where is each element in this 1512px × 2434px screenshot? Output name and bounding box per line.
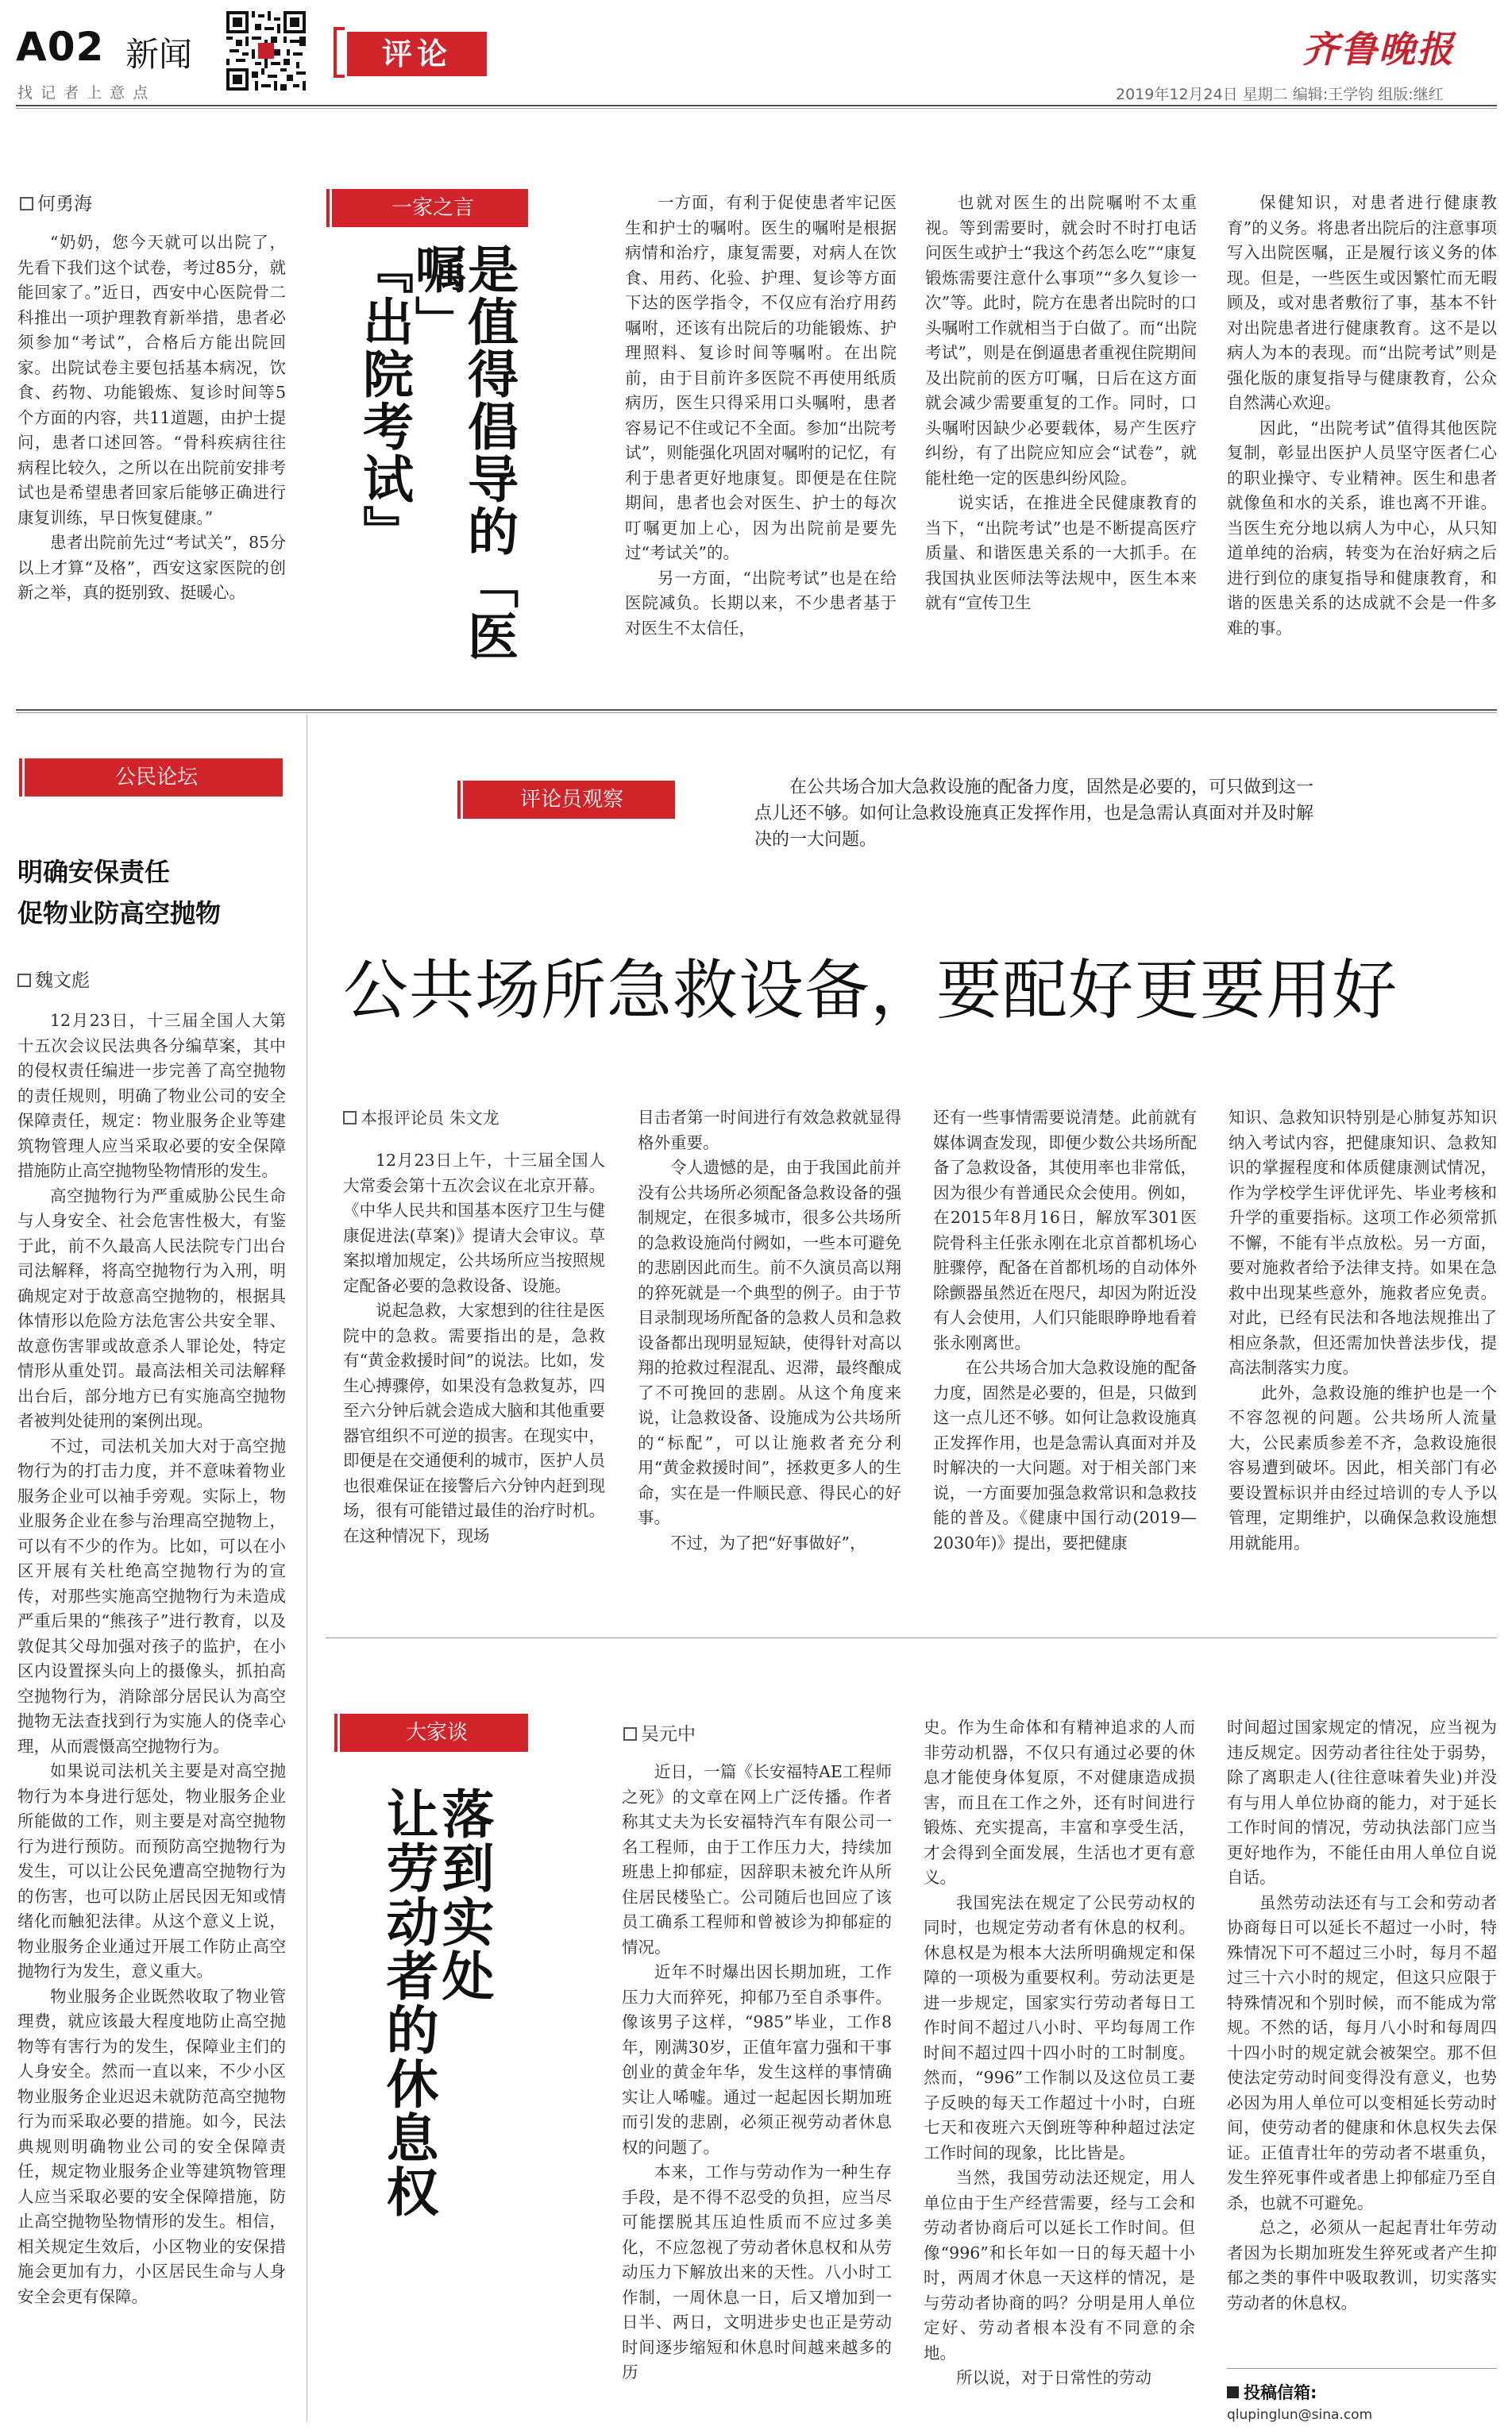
header-divider xyxy=(16,105,1497,106)
column-tag: 评论 xyxy=(347,32,487,76)
contribute-email[interactable]: qlupinglun@sina.com xyxy=(1227,2407,1373,2423)
article4-byline: 吴元中 xyxy=(623,1719,696,1745)
article3-title: 公共场所急救设备，要配好更要用好 xyxy=(343,953,1398,1028)
article3-bottom-divider xyxy=(326,1637,1497,1638)
column-tag-bracket xyxy=(334,27,345,78)
article1-title: 是值得倡导的「医嘱」 『出院考试』 xyxy=(354,243,518,662)
qr-code[interactable] xyxy=(226,11,306,91)
article3-kicker: 评论员观察 xyxy=(469,781,675,819)
page-code: A02 xyxy=(16,24,105,70)
article1-col1: “奶奶，您今天就可以出院了，先看下我们这个试卷，考过85分，就能回家了。”近日，西安中心医院骨二科推出一项护理教育新举措，患者必须参加“考试”，合格后方能出院回家。出院试卷主要包括基本病况，饮食、药物、功能锻炼、复诊时间等5个方面的内容，共11道题，由护士提问，患者口述回答。“骨科疾病往往病程比较久，之所以在出院前安排考试也是希望患者回家后能够正确进行康复训练，早日恢复健康。” 患者出院前先过“考试关”，85分以上才算“及格”，西安这家医院的创新之举，真的挺别致、挺暖心。 xyxy=(17,233,286,602)
article2-kicker: 公民论坛 xyxy=(30,758,283,797)
article1-col3: 也就对医生的出院嘱咐不太重视。等到需要时，就会时不时打电话问医生或护士“我这个药怎么吃”“康复锻炼需要注意什么事项”“多久复诊一次”等。此时，院方在患者出院时的口头嘱咐工作就相当于白做了。而“出院考试”，则是在倒逼患者重视住院期间及出院前的医方叮嘱，日后在这方面就会减少需要重复的工作。同时，口头嘱咐因缺少必要载体，易产生医疗纠纷，有了出院应知应会“试卷”，就能杜绝一定的医患纠纷风险。 说实话，在推进全民健康教育的当下，“出院考试”也是不断提高医疗质量、和谐医患关系的一大抓手。在我国执业医师法等法规中，医生本来就有“宣传卫生 xyxy=(925,193,1197,612)
contribute-label: 投稿信箱: xyxy=(1244,2383,1317,2402)
header-sub-text: 找 记 者 上 意 点 xyxy=(17,84,150,102)
article1-bottom-divider xyxy=(16,709,1497,711)
article3-col2: 目击者第一时间进行有效急救就显得格外重要。 令人遗憾的是，由于我国此前并没有公共场所必须配备急救设备的强制规定，在很多城市，很多公共场所的急救设施尚付阙如，一些本可避免的悲剧因此而生。前不久演员高以翔的猝死就是一个典型的例子。由于节目录制现场所配备的急救人员和急救设备都出现明显短缺，使得针对高以翔的抢救过程混乱、迟滞，最终酿成了不可挽回的悲剧。从这个角度来说，让急救设备、设施成为公共场所的“标配”，可以让施救者充分利用“黄金救援时间”，拯救更多人的生命，实在是一件顺民意、得民心的好事。 不过，为了把“好事做好”， xyxy=(638,1108,901,1553)
contribute-box xyxy=(1227,2368,1497,2423)
article3-col4: 知识、急救知识特别是心肺复苏知识纳入考试内容，把健康知识、急救知识的掌握程度和体质健康测试情况，作为学校学生评优评先、毕业考核和升学的重要指标。这项工作必须常抓不懈，不能有半点放松。另一方面，要对施救者给予法律支持。如果在急救中出现某些意外，施救者应免责。对此，已经有民法和各地法规推出了相应条款，但还需加快普法步伐，提高法制落实力度。 此外，急救设施的维护也是一个不容忽视的问题。公共场所人流量大，公民素质参差不齐，急救设施很容易遭到破坏。因此，相关部门有必要设置标识并由经过培训的专人予以管理，定期维护，以确保急救设施想用就能用。 xyxy=(1228,1108,1497,1553)
article3-col1: 12月23日上午，十三届全国人大常委会第十五次会议在北京开幕。《中华人民共和国基本医疗卫生与健康促进法(草案)》提请大会审议。草案拟增加规定，公共场所应当按照规定配备必要的急救设备、设施。 说起急救，大家想到的往往是医院中的急救。需要指出的是，急救有“黄金救援时间”的说法。比如，发生心搏骤停，如果没有急救复苏，四至六分钟后就会造成大脑和其他重要器官组织不可逆的损害。在现实中，即便是在交通便利的城市，医护人员也很难保证在接警后六分钟内赶到现场，很有可能错过最佳的治疗时机。在这种情况下，现场 xyxy=(343,1151,605,1545)
article1-col2: 一方面，有利于促使患者牢记医生和护士的嘱咐。医生的嘱咐是根据病情和治疗，康复需要，对病人在饮食、用药、化验、护理、复诊等方面下达的医学指令，不仅应有治疗用药嘱咐，还该有出院后的功能锻炼、护理照料、复诊时间等嘱咐。在出院前，由于目前许多医院不再使用纸质病历，医生只得采用口头嘱咐，患者容易记不住或记不全面。参加“出院考试”，则能强化巩固对嘱咐的记忆，有利于患者更好地康复。即便是在住院期间，患者也会对医生、护士的每次叮嘱更加上心，因为出院前是要先过“考试关”的。 另一方面，“出院考试”也是在给医院减负。长期以来，不少患者基于对医生不太信任， xyxy=(625,193,897,638)
article3-deck: 在公共场合加大急救设施的配备力度，固然是必要的，可只做到这一点儿还不够。如何让急救设施真正发挥作用，也是急需认真面对并及时解决的一大问题。 xyxy=(754,777,1314,850)
contribute-divider xyxy=(1227,2368,1497,2369)
article2-byline: 魏文彪 xyxy=(17,966,90,992)
article2-title: 明确安保责任 促物业防高空抛物 xyxy=(17,857,222,928)
article1-bottom-divider-secondary xyxy=(16,712,1497,713)
article1-byline: 何勇海 xyxy=(20,189,92,215)
article3-col3: 还有一些事情需要说清楚。此前就有媒体调查发现，即便少数公共场所配备了急救设备，其使用率也非常低，因为很少有普通民众会使用。例如，在2015年8月16日，解放军301医院骨科主任张永刚在北京首都机场心脏骤停，配备在首都机场的自动体外除颤器虽然近在咫尺，却因为附近没有人会使用，人们只能眼睁睁地看着张永刚离世。 在公共场合加大急救设施的配备力度，固然是必要的，但是，只做到这一点儿还不够。如何让急救设施真正发挥作用，也是急需认真面对并及时解决的一大问题。对于相关部门来说，一方面要加强急救常识和急救技能的普及。《健康中国行动(2019—2030年)》提出，要把健康 xyxy=(933,1108,1197,1553)
article1-kicker: 一家之言 xyxy=(338,189,528,227)
masthead-logo: 齐鲁晚报 xyxy=(1302,28,1455,71)
section-name: 新闻 xyxy=(125,35,193,74)
article1-col4: 保健知识，对患者进行健康教育”的义务。将患者出院后的注意事项写入出院医嘱，正是履行该义务的体现。但是，一些医生或因繁忙而无暇顾及，或对患者敷衍了事，基本不针对出院患者进行健康教育。这不是以病人为本的表现。而“出院考试”则是强化版的康复指导与健康教育，公众自然满心欢迎。 因此，“出院考试”值得其他医院复制，彰显出医护人员坚守医者仁心的职业操守、专业精神。医生和患者就像鱼和水的关系，谁也离不开谁。当医生充分地以病人为中心，从只知道单纯的治病，转变为在治好病之后进行到位的康复指导和健康教育，和谐的医患关系的达成就不会是一件多难的事。 xyxy=(1227,193,1497,638)
article2-body: 12月23日，十三届全国人大第十五次会议民法典各分编草案，其中的侵权责任编进一步完善了高空抛物的责任规则，明确了物业公司的安全保障责任，规定：物业服务企业等建筑物管理人应当采取必要的安全保障措施防止高空抛物坠物情形的发生。 高空抛物行为严重威胁公民生命与人身安全、社会危害性极大，有鉴于此，前不久最高人民法院专门出台司法解释，将高空抛物行为入刑，明确规定对于故意高空抛物的，根据具体情形以危险方法危害公共安全罪、故意伤害罪或故意杀人罪论处，特定情形从重处罚。最高法相关司法解释出台后，部分地方已有实施高空抛物者被判处徒刑的案例出现。 不过，司法机关加大对于高空抛物行为的打击力度，并不意味着物业服务企业可以袖手旁观。实际上，物业服务企业在参与治理高空抛物上，可以有不少的作为。比如，可以在小区开展有关杜绝高空抛物行为的宣传，对那些实施高空抛物行为未造成严重后果的“熊孩子”进行教育，以及敦促其父母加强对孩子的监护，在小区内设置探头向上的摄像头，抓拍高空抛物行为，消除部分居民认为高空抛物无法查找到行为实施人的侥幸心理，从而震慑高空抛物行为。 如果说司法机关主要是对高空抛物行为本身进行惩处，物业服务企业所能做的工作，则主要是对高空抛物行为进行预防。而预防高空抛物行为发生，可以让公民免遭高空抛物行为的伤害，也可以防止居民因无知或情绪化而触犯法律。从这个意义上说，物业服务企业通过开展工作防止高空抛物行为发生，意义重大。 物业服务企业既然收取了物业管理费，就应该最大程度地防止高空抛物等有害行为的发生，保障业主们的人身安全。然而一直以来，不少小区物业服务企业迟迟未就防范高空抛物行为而采取必要的措施。如今，民法典规则明确物业公司的安全保障责任，规定物业服务企业等建筑物管理人应当采取必要的安全保障措施，防止高空抛物坠物情形的发生。相信，相关规定生效后，小区物业的安保措施会更加有力，小区居民生命与人身安全会更有保障。 xyxy=(17,1011,286,2306)
date-line: 2019年12月24日 星期二 编辑:王学钧 组版:继红 xyxy=(1116,86,1444,103)
article4-col3: 时间超过国家规定的情况，应当视为违反规定。因劳动者往往处于弱势，除了离职走人(往往意味着失业)并没有与用人单位协商的能力，对于延长工作时间的情况，劳动执法部门应当更好地作为，不能任由用人单位自说自话。 虽然劳动法还有与工会和劳动者协商每日可以延长不超过一小时，特殊情况下可不超过三小时，每月不超过三十六小时的规定，但这只应限于特殊情况和个别时候，而不能成为常规。不然的话，每月八小时和每周四十四小时的规定就会被架空。那不但使法定劳动时间变得没有意义，也势必因为用人单位可以变相延长劳动时间，使劳动者的健康和休息权失去保证。正值青壮年的劳动者不堪重负，发生猝死事件或者患上抑郁症乃至自杀，也就不可避免。 总之，必须从一起起青壮年劳动者因为长期加班发生猝死或者产生抑郁之类的事件中吸取教训，切实落实劳动者的休息权。 xyxy=(1227,1718,1497,2312)
article4-title: 落到实处 让劳动者的休息权 xyxy=(377,1787,494,2219)
contribute-bullet-icon xyxy=(1227,2386,1239,2398)
article3-byline: 本报评论员 朱文龙 xyxy=(343,1105,499,1129)
article4-col1: 近日，一篇《长安福特AE工程师之死》的文章在网上广泛传播。作者称其丈夫为长安福特汽车有限公司一名工程师，由于工作压力大，持续加班患上抑郁症，因辞职未被允许从所住居民楼坠亡。公司随后也回应了该员工确系工程师和曾被诊为抑郁症的情况。 近年不时爆出因长期加班，工作压力大而猝死，抑郁乃至自杀事件。像该男子这样，“985”毕业，工作8年，刚满30岁，正值年富力强和干事创业的黄金年华，发生这样的事情确实让人唏嘘。通过一起起因长期加班而引发的悲剧，必须正视劳动者休息权的问题了。 本来，工作与劳动作为一种生存手段，是不得不忍受的负担，应当尽可能摆脱其压迫性质而不应过多美化，不应忽视了劳动者休息权和从劳动压力下解放出来的天性。八小时工作制，一周休息一日，后又增加到一日半、两日，文明进步史也正是劳动时间逐步缩短和休息时间越来越多的历 xyxy=(622,1762,892,2382)
header-divider-secondary xyxy=(16,108,1497,109)
article4-col2: 史。作为生命体和有精神追求的人而非劳动机器，不仅只有通过必要的休息才能使身体复原，不对健康造成损害，而且在工作之外，还有时间进行锻炼、充实提高，丰富和享受生活，才会得到全面发展，生活也才更有意义。 我国宪法在规定了公民劳动权的同时，也规定劳动者有休息的权利。休息权是为根本大法所明确规定和保障的一项极为重要权利。劳动法更是进一步规定，国家实行劳动者每日工作时间不超过八小时、平均每周工作时间不超过四十四小时的工时制度。然而，“996”工作制以及这位员工妻子反映的每天工作超过十小时，白班七天和夜班六天倒班等种种超过法定工作时间的现象，比比皆是。 当然，我国劳动法还规定，用人单位由于生产经营需要，经与工会和劳动者协商后可以延长工作时间。但像“996”和长年如一日的每天超十小时，两周才休息一天这样的情况，是与劳动者协商的吗？分明是用人单位定好、劳动者根本没有不同意的余地。 所以说，对于日常性的劳动 xyxy=(924,1718,1195,2387)
article4-kicker: 大家谈 xyxy=(345,1714,528,1752)
